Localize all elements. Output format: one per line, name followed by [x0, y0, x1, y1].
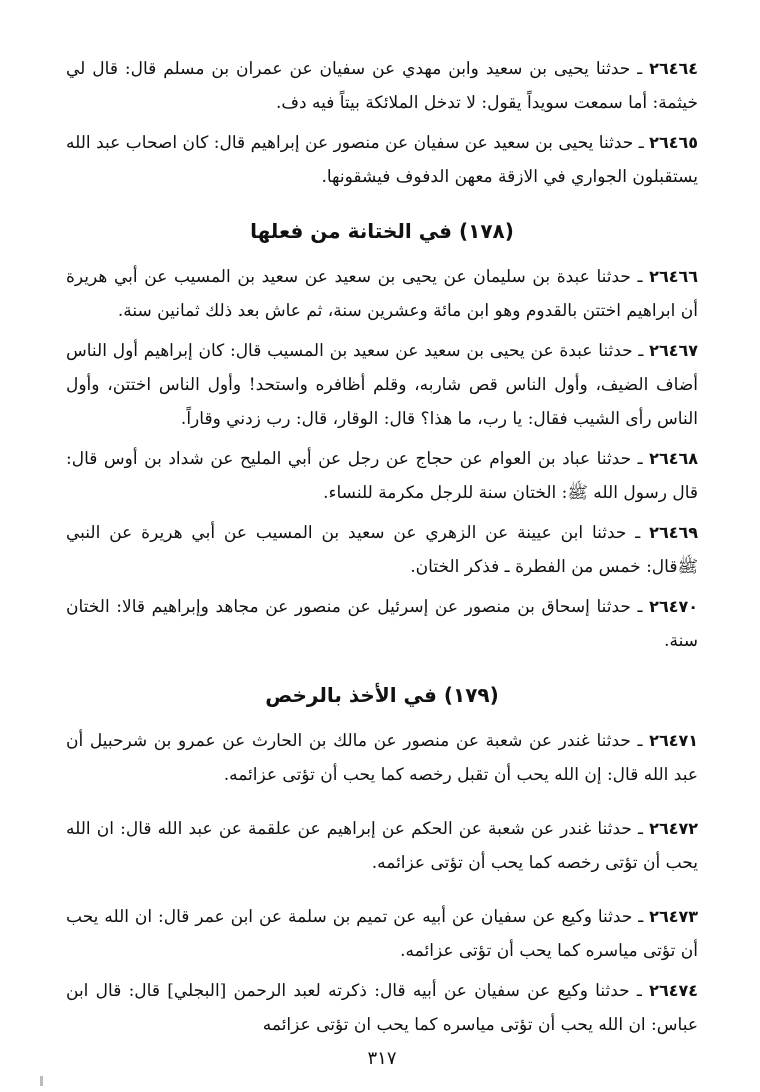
hadith-paragraph [66, 724, 698, 792]
hadith-number: ٢٦٤٦٦ [649, 267, 698, 286]
hadith-paragraph [66, 334, 698, 436]
hadith-paragraph [66, 442, 698, 510]
hadith-text: ـ حدثنا يحيى بن سعيد عن سفيان عن منصور عن إبراهيم قال: كان اصحاب عبد الله يستقبلون الجواري في الازقة معهن الدفوف فيشقونها. [66, 133, 698, 187]
hadith-number: ٢٦٤٧٤ [649, 981, 698, 1000]
hadith-number: ٢٦٤٦٩ [649, 523, 698, 542]
hadith-paragraph [66, 812, 698, 880]
hadith-text: ـ حدثنا عبدة عن يحيى بن سعيد عن سعيد بن المسيب قال: كان إبراهيم أول الناس أضاف الضيف، وأول الناس قص شاربه، وقلم أظافره واستحد! وأول الناس اختتن، وأول الناس رأى الشيب فقال: يا رب، ما هذا؟ قال: الوقار، قال: رب زدني وقاراً. [66, 341, 698, 429]
hadith-paragraph [66, 260, 698, 328]
hadith-paragraph [66, 590, 698, 658]
hadith-number: ٢٦٤٦٧ [649, 341, 698, 360]
section-heading: (١٧٨) في الختانة من فعلها [250, 219, 514, 243]
scan-mark [40, 1076, 43, 1086]
spacer [66, 798, 698, 812]
hadith-number: ٢٦٤٦٤ [649, 59, 698, 78]
spacer [66, 886, 698, 900]
page-number: ٣١٧ [367, 1048, 397, 1069]
hadith-text: ـ حدثنا غندر عن شعبة عن الحكم عن إبراهيم عن علقمة عن عبد الله قال: ان الله يحب أن تؤتى رخصه كما يحب أن تؤتى عزائمه. [66, 819, 698, 873]
hadith-text: ـ حدثنا يحيى بن سعيد وابن مهدي عن سفيان عن عمران بن مسلم قال: قال لي خيثمة: أما سمعت سويداً يقول: لا تدخل الملائكة بيتاً فيه دف. [66, 59, 698, 113]
hadith-paragraph [66, 974, 698, 1042]
hadith-paragraph [66, 126, 698, 194]
section-heading: (١٧٩) في الأخذ بالرخص [265, 683, 499, 707]
hadith-text: ـ حدثنا غندر عن شعبة عن منصور عن مالك بن الحارث عن عمرو بن شرحبيل أن عبد الله قال: إن الله يحب أن تقبل رخصه كما يحب أن تؤتى عزائمه. [66, 731, 698, 785]
hadith-text: ـ حدثنا وكيع عن سفيان عن أبيه عن تميم بن سلمة عن ابن عمر قال: ان الله يحب أن تؤتى مياسره كما يحب أن تؤتى عزائمه. [66, 907, 698, 961]
hadith-text: ـ حدثنا ابن عيينة عن الزهري عن سعيد بن المسيب عن أبي هريرة عن النبي ﷺقال: خمس من الفطرة ـ فذكر الختان. [66, 523, 698, 577]
hadith-number: ٢٦٤٧٣ [649, 907, 698, 926]
hadith-number: ٢٦٤٧٢ [649, 819, 698, 838]
hadith-text: ـ حدثنا وكيع عن سفيان عن أبيه قال: ذكرته لعبد الرحمن [البجلي] قال: قال ابن عباس: ان الله يحب أن تؤتى مياسره كما يحب ان تؤتى عزائمه [66, 981, 698, 1035]
hadith-text: ـ حدثنا إسحاق بن منصور عن إسرئيل عن منصور عن مجاهد وإبراهيم قالا: الختان سنة. [66, 597, 698, 651]
hadith-text: ـ حدثنا عباد بن العوام عن حجاج عن رجل عن أبي المليح عن شداد بن أوس قال: قال رسول الله ﷺ: الختان سنة للرجل مكرمة للنساء. [66, 449, 698, 503]
hadith-paragraph [66, 516, 698, 584]
hadith-paragraph [66, 52, 698, 120]
hadith-text: ـ حدثنا عبدة بن سليمان عن يحيى بن سعيد عن سعيد بن المسيب عن أبي هريرة أن ابراهيم اختتن بالقدوم وهو ابن مائة وعشرين سنة، ثم عاش بعد ذلك ثمانين سنة. [66, 267, 698, 321]
hadith-number: ٢٦٤٧١ [649, 731, 698, 750]
hadith-number: ٢٦٤٧٠ [649, 597, 698, 616]
hadith-paragraph [66, 900, 698, 968]
hadith-number: ٢٦٤٦٥ [649, 133, 698, 152]
hadith-number: ٢٦٤٦٨ [649, 449, 698, 468]
